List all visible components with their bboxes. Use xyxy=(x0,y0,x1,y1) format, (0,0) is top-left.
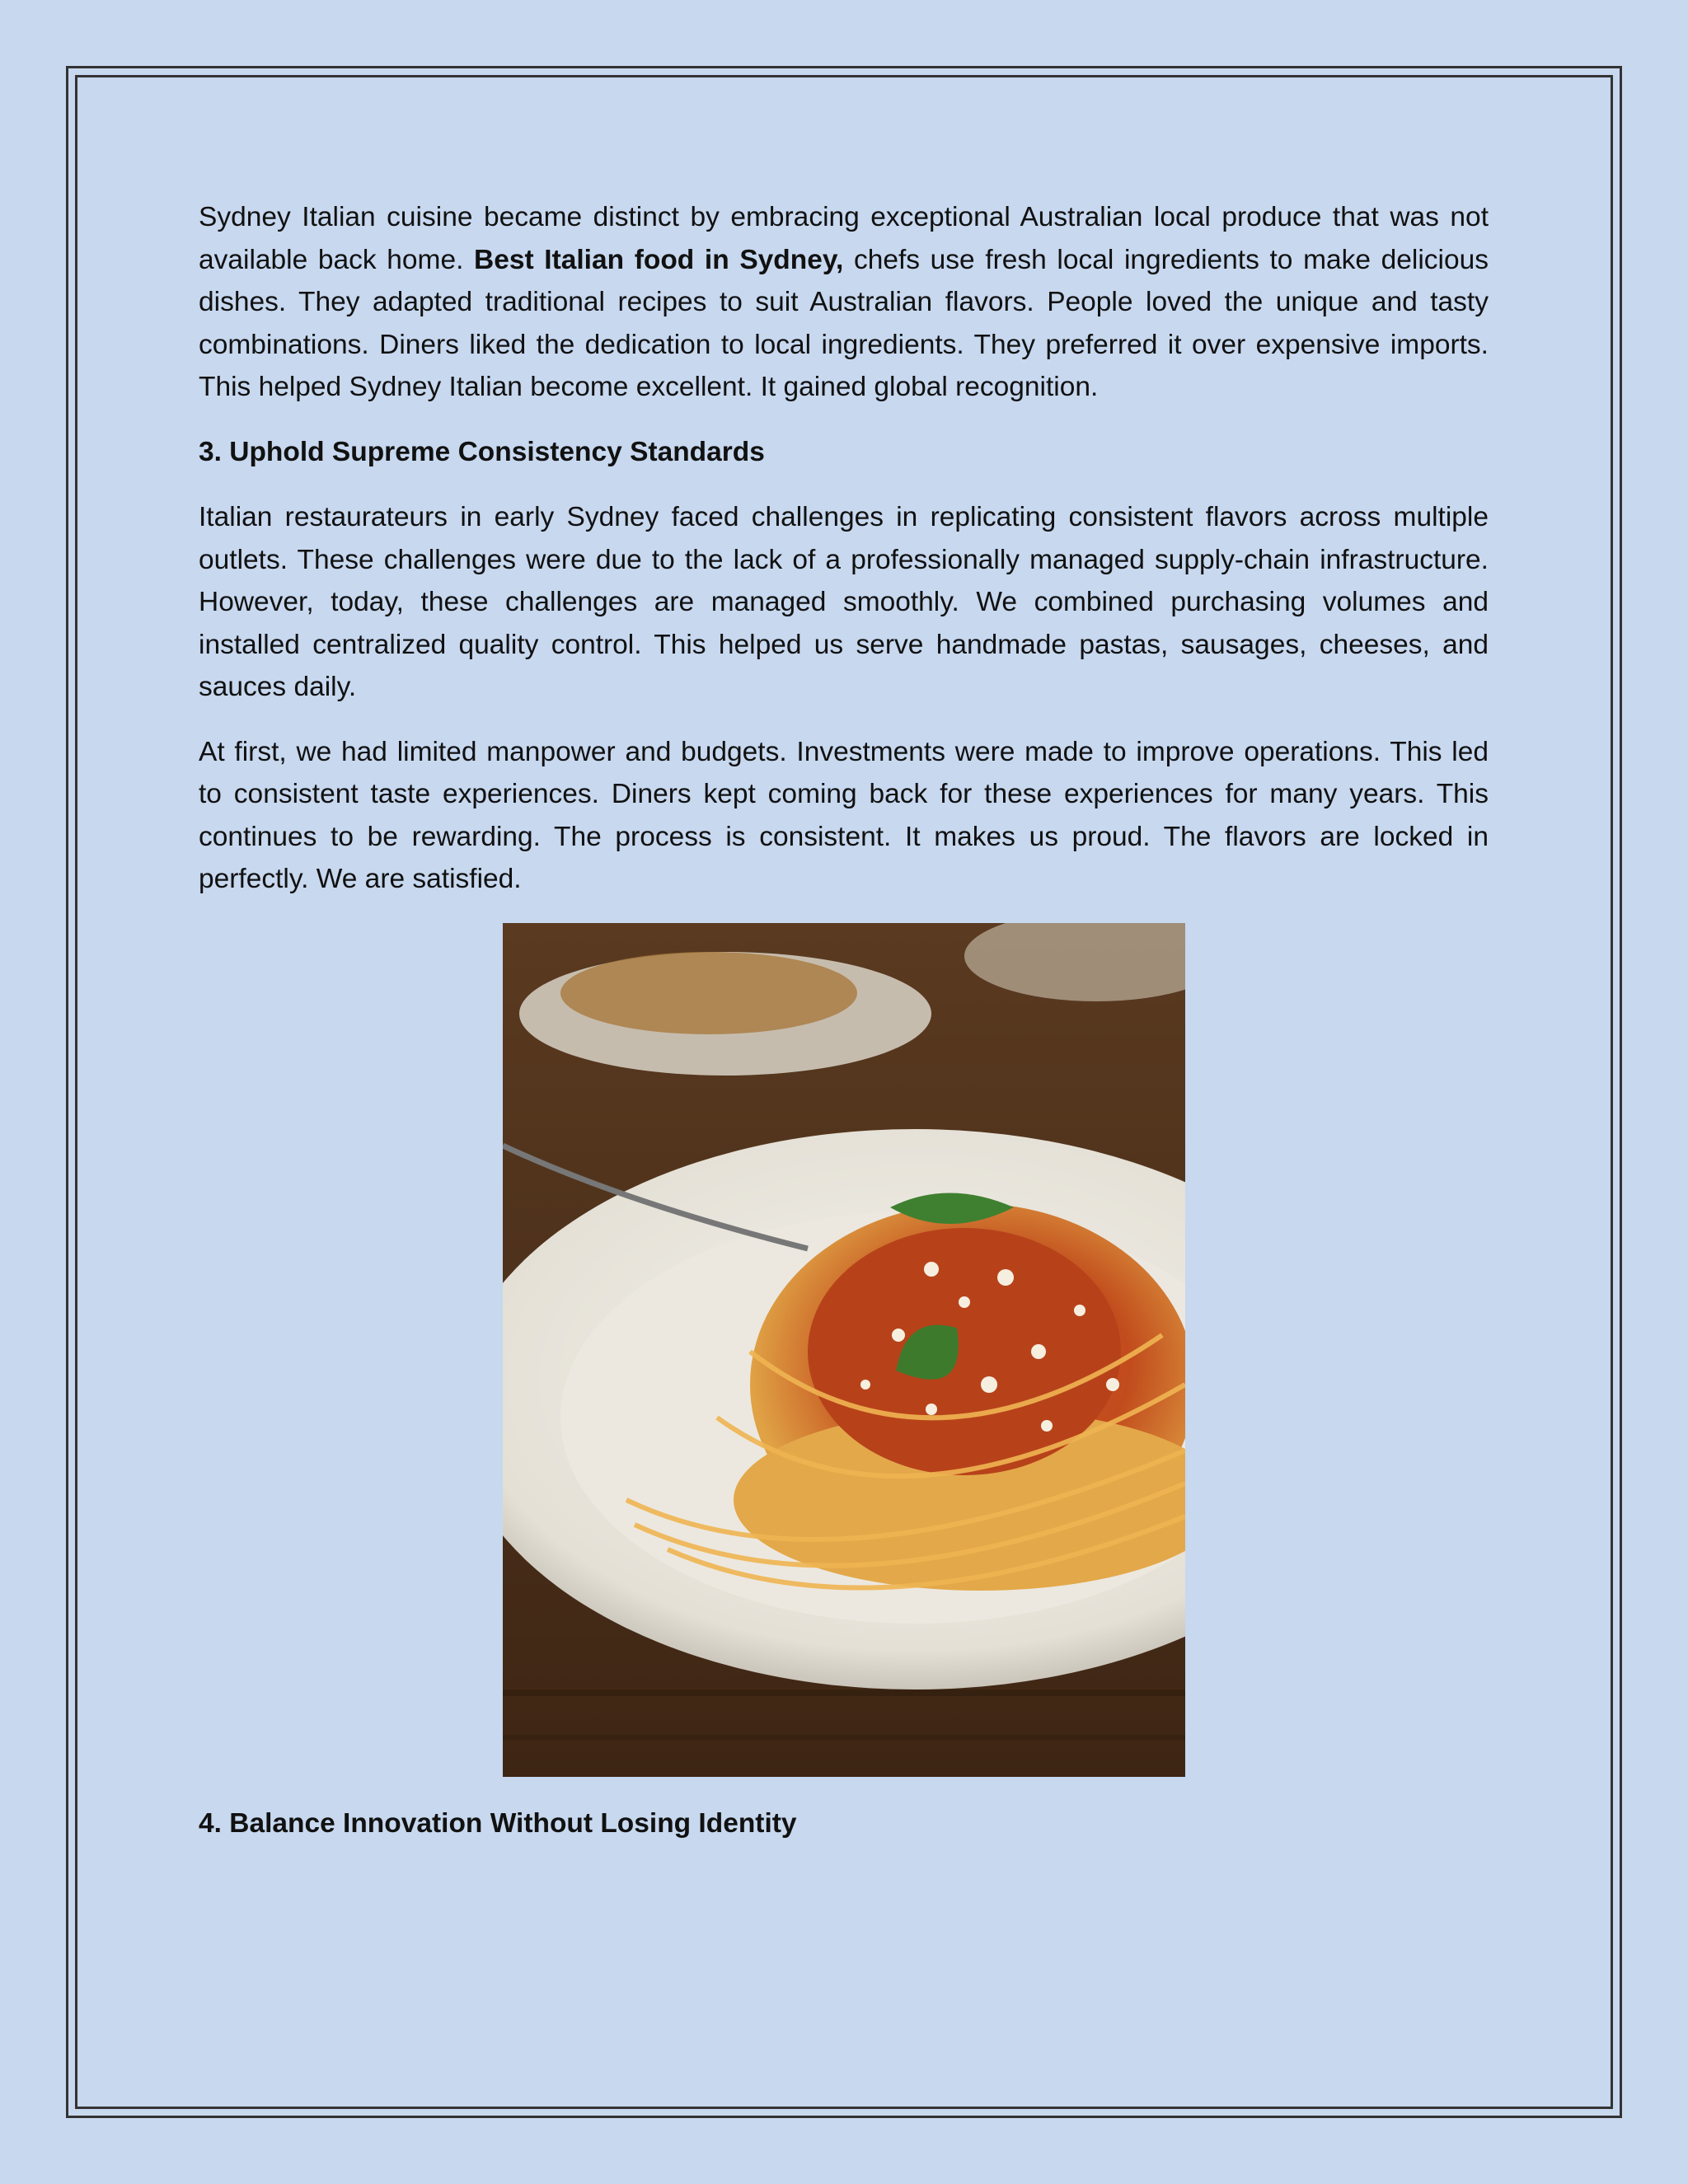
paragraph-intro xyxy=(199,196,1489,409)
paragraph-investments: At first, we had limited manpower and budgets. Investments were made to improve operations. This led to consistent taste experiences. Diners kept coming back for these experiences for many years. This continues to be rewarding. The process is consistent. It makes us proud. The flavors are locked in perfectly. We are satisfied. xyxy=(199,736,1489,894)
paragraph-intro-text-start: Sydney Italian cuisine became distinct by embracing exceptional Australian local produce that was not available back home. xyxy=(199,202,1489,275)
paragraph-consistency: Italian restaurateurs in early Sydney faced challenges in replicating consistent flavors across multiple outlets. These challenges were due to the lack of a professionally managed supply-chain infrastructure. However, today, these challenges are managed smoothly. We combined purchasing volumes and installed centralized quality control. This helped us serve handmade pastas, sausages, cheeses, and sauces daily. xyxy=(199,502,1489,702)
section-heading-3: 3. Uphold Supreme Consistency Standards xyxy=(199,436,765,467)
spaghetti-photo xyxy=(503,923,1185,1777)
document-body xyxy=(199,196,1489,1868)
bold-keyword: Best Italian food in Sydney, xyxy=(474,244,844,275)
paragraph-intro-text-end: chefs use fresh local ingredients to make delicious dishes. They adapted traditional recipes to suit Australian flavors. People loved the unique and tasty combinations. Diners liked the dedication to local ingredients. They preferred it over expensive imports. This helped Sydney Italian become excellent. It gained global recognition. xyxy=(199,244,1489,402)
section-heading-4: 4. Balance Innovation Without Losing Identity xyxy=(199,1807,797,1839)
